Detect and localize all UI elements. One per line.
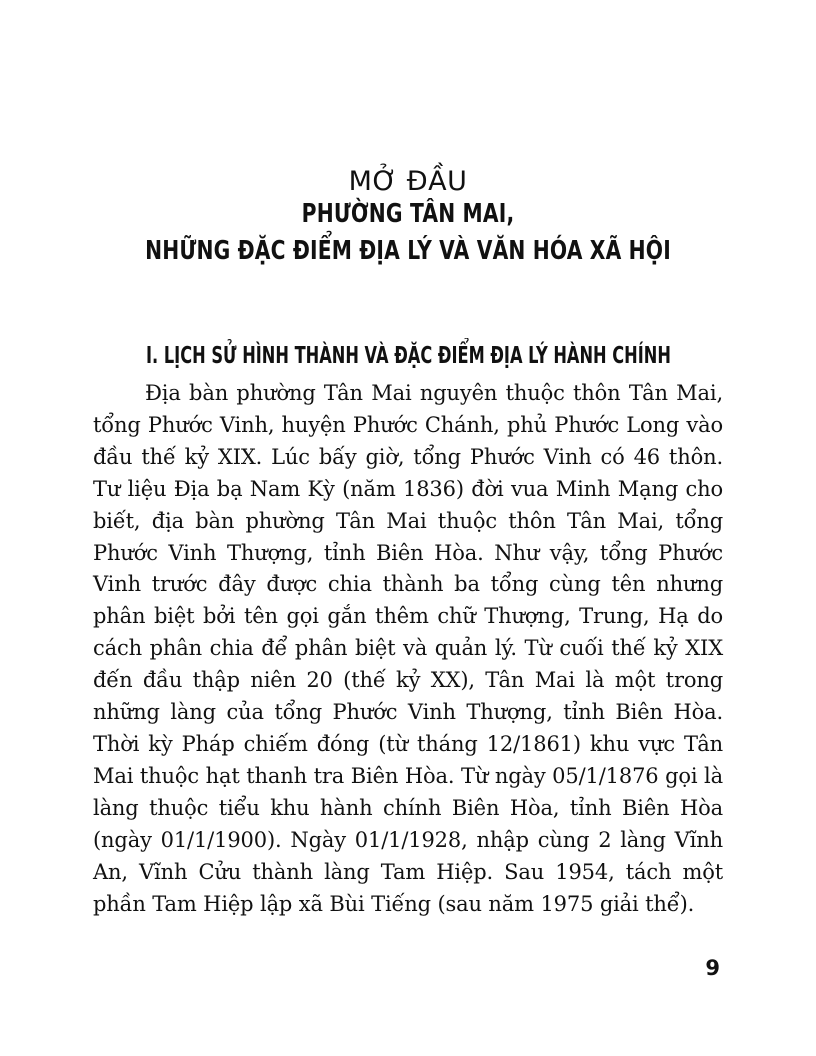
chapter-title-line-2: NHỮNG ĐẶC ĐIỂM ĐỊA LÝ VÀ VĂN HÓA XÃ HỘI xyxy=(145,236,671,266)
chapter-title-line-1: PHƯỜNG TÂN MAI, xyxy=(301,199,515,229)
page-number: 9 xyxy=(705,956,720,980)
chapter-label: MỞ ĐẦU xyxy=(348,166,468,197)
body-paragraph: Địa bàn phường Tân Mai nguyên thuộc thôn Tân Mai, tổng Phước Vinh, huyện Phước Chánh, phủ Phước Long vào đầu thế kỷ XIX. Lúc bấy giờ, tổng Phước Vinh có 46 thôn. Tư liệu Địa bạ Nam Kỳ (năm 1836) đời vua Minh Mạng cho biết, địa bàn phường Tân Mai thuộc thôn Tân Mai, tổng Phước Vinh Thượng, tỉnh Biên Hòa. Như vậy, tổng Phước Vinh trước đây được chia thành ba tổng cùng tên nhưng phân biệt bởi tên gọi gắn thêm chữ Thượng, Trung, Hạ do cách phân chia để phân biệt và quản lý. Từ cuối thế kỷ XIX đến đầu thập niên 20 (thế kỷ XX), Tân Mai là một trong những làng của tổng Phước Vinh Thượng, tỉnh Biên Hòa. Thời kỳ Pháp chiếm đóng (từ tháng 12/1861) khu vực Tân Mai thuộc hạt thanh tra Biên Hòa. Từ ngày 05/1/1876 gọi là làng thuộc tiểu khu hành chính Biên Hòa, tỉnh Biên Hòa (ngày 01/1/1900). Ngày 01/1/1928, nhập cùng 2 làng Vĩnh An, Vĩnh Cửu thành làng Tam Hiệp. Sau 1954, tách một phần Tam Hiệp lập xã Bùi Tiếng (sau năm 1975 giải thể). xyxy=(93,381,723,916)
section-heading: I. LỊCH SỬ HÌNH THÀNH VÀ ĐẶC ĐIỂM ĐỊA LÝ HÀNH CHÍNH xyxy=(146,343,671,369)
